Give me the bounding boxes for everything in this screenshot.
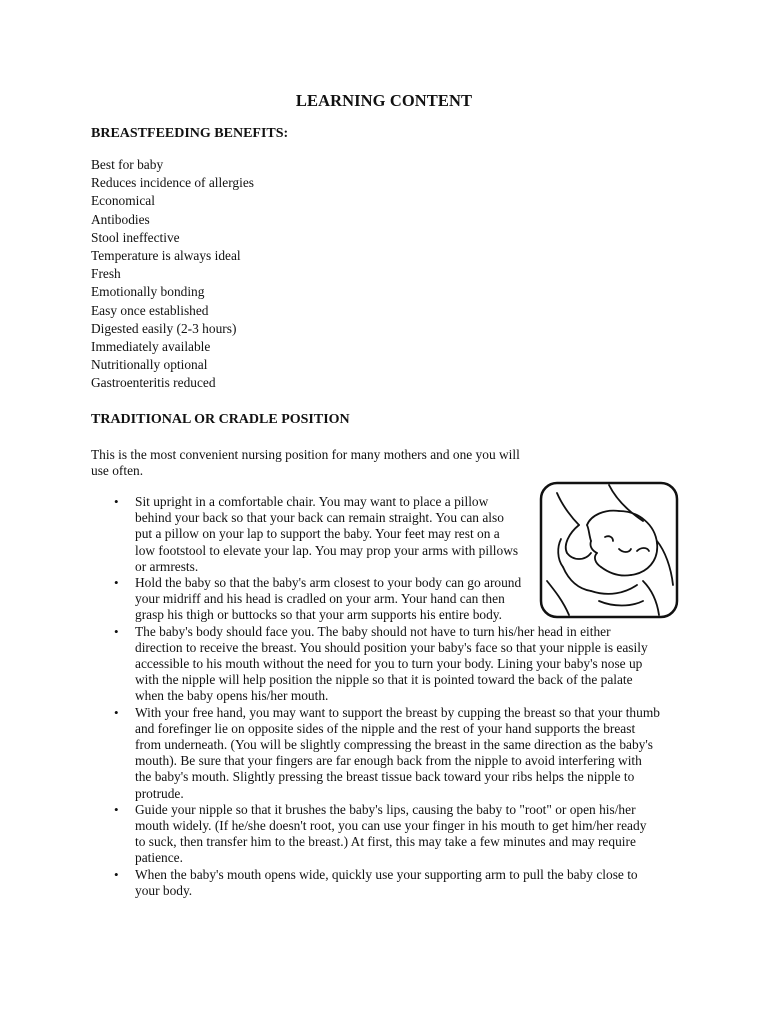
step-line: to suck, then transfer him to the breast.) At first, this may take a few minutes and may require [135, 834, 636, 850]
step-line: Sit upright in a comfortable chair. You may want to place a pillow [135, 494, 489, 509]
step-line: Guide your nipple so that it brushes the baby's lips, causing the baby to "root" or open his/her [135, 801, 636, 817]
step-line: The baby's body should face you. The baby should not have to turn his/her head in either [135, 623, 611, 639]
step-line: direction to receive the breast. You should position your baby's face so that your nipple is easily [135, 639, 648, 655]
intro-line: This is the most convenient nursing position for many mothers and one you will [91, 447, 520, 462]
benefits-list [91, 156, 254, 393]
step-line: When the baby's mouth opens wide, quickly use your supporting arm to pull the baby close to [135, 866, 638, 882]
step-line: low footstool to elevate your lap. You may prop your arms with pillows [135, 542, 519, 558]
step-line: your body. [135, 882, 193, 898]
page-title: LEARNING CONTENT [295, 91, 473, 110]
step-line: mouth). Be sure that your fingers are far enough back from the nipple to avoid interfering with [135, 753, 642, 769]
step-line: your midriff and his head is cradled on your arm. Your hand can then [135, 591, 505, 607]
step-line: from underneath. (You will be slightly compressing the breast in the same direction as the baby's [135, 737, 653, 753]
benefit-item: Economical [91, 193, 155, 209]
step-line: with the nipple will help position the nipple so that it is pointed toward the back of the palate [135, 672, 633, 688]
bullet-icon: • [114, 575, 119, 591]
benefit-item: Fresh [91, 266, 121, 282]
benefit-item: Best for baby [91, 157, 164, 172]
step-line: put a pillow on your lap to support the baby. Your feet may rest on a [135, 526, 500, 542]
step-item [91, 802, 660, 867]
step-line: mouth widely. (If he/she doesn't root, you can use your finger in his mouth to get him/her ready [135, 818, 647, 834]
intro-paragraph [91, 447, 551, 479]
step-line: accessible to his mouth without the need for you to turn your body. Lining your baby's nose up [135, 656, 643, 672]
benefit-item: Gastroenteritis reduced [91, 375, 216, 391]
benefits-heading: BREASTFEEDING BENEFITS: [91, 126, 289, 141]
cradle-position-illustration [539, 481, 679, 619]
step-line: behind your back so that your back can remain straight. You can also [135, 510, 504, 526]
benefit-item: Nutritionally optional [91, 357, 208, 373]
step-line: protrude. [135, 785, 184, 801]
bullet-icon: • [114, 623, 119, 639]
benefit-item: Temperature is always ideal [91, 248, 241, 264]
step-line: Hold the baby so that the baby's arm closest to your body can go around [135, 575, 522, 591]
step-item [91, 624, 660, 705]
step-line: or armrests. [135, 558, 199, 574]
step-line: the baby's mouth. Slightly pressing the breast tissue back toward your ribs helps the nipple to [135, 769, 635, 785]
bullet-icon: • [114, 801, 119, 817]
step-item [91, 867, 660, 899]
benefit-item: Stool ineffective [91, 229, 180, 245]
bullet-icon: • [114, 866, 119, 882]
step-line: patience. [135, 850, 183, 866]
step-line: when the baby opens his/her mouth. [135, 688, 329, 704]
benefit-item: Antibodies [91, 211, 150, 227]
step-line: and forefinger lie on opposite sides of the nipple and the rest of your hand supports the breast [135, 720, 636, 736]
step-line: With your free hand, you may want to support the breast by cupping the breast so that your thumb [135, 704, 660, 720]
benefit-item: Reduces incidence of allergies [91, 175, 254, 191]
step-line: grasp his thigh or buttocks so that your arm supports his entire body. [135, 607, 502, 623]
benefit-item: Easy once established [91, 302, 209, 318]
benefit-item: Immediately available [91, 339, 211, 355]
bullet-icon: • [114, 704, 119, 720]
bullet-icon: • [114, 494, 119, 509]
benefit-item: Digested easily (2-3 hours) [91, 320, 237, 336]
step-item [91, 705, 660, 802]
benefit-item: Emotionally bonding [91, 284, 205, 300]
position-heading: TRADITIONAL OR CRADLE POSITION [91, 412, 350, 427]
intro-line: use often. [91, 463, 144, 479]
